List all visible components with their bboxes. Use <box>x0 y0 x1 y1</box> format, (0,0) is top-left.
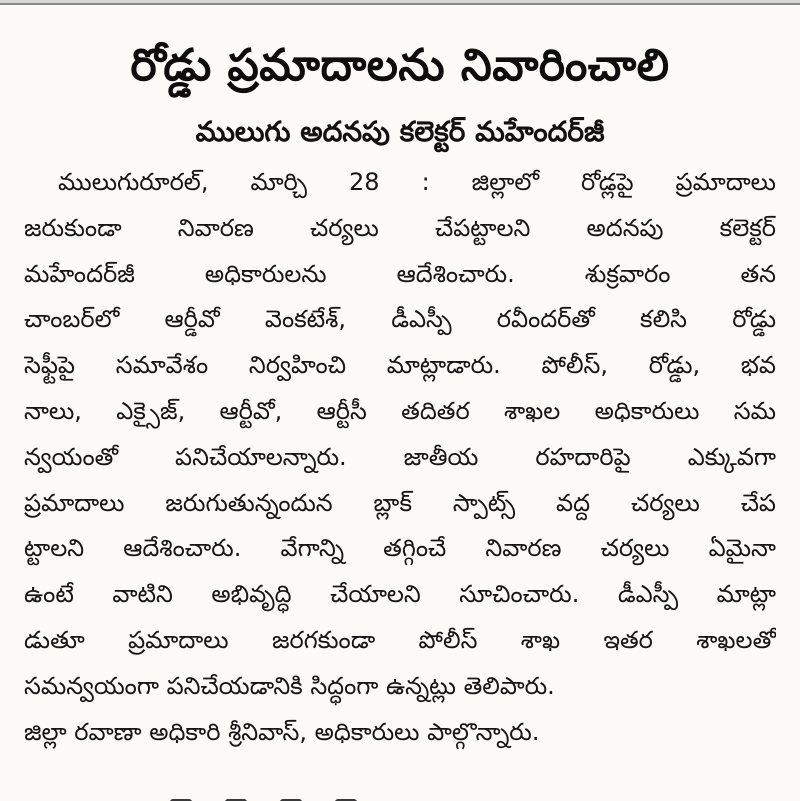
headline: రోడ్డు ప్రమాదాలను నివారించాలి <box>130 40 670 91</box>
article-body <box>24 160 776 755</box>
body-line: నాలు, ఎక్సైజ్, ఆర్టీవో, ఆర్టీసీ తదితర శాఖల అధికారులు సమ <box>24 396 776 425</box>
body-line: సమన్వయంగా పనిచేయడానికి సిద్ధంగా ఉన్నట్లు తెలిపారు. <box>24 671 555 700</box>
body-line: న్వయంతో పనిచేయాలన్నారు. జాతీయ రహదారిపై ఎక్కువగా <box>24 442 776 471</box>
next-article-fragment <box>170 790 470 801</box>
body-line: ట్టాలని ఆదేశించారు. వేగాన్ని తగ్గించే నివారణ చర్యలు ఏమైనా <box>24 534 776 563</box>
body-line: ఉంటే వాటిని అభివృద్ధి చేయాలని సూచించారు. డీఎస్పీ మాట్లా <box>24 580 776 609</box>
body-line: ప్రమాదాలు జరుగుతున్నందున బ్లాక్ స్పాట్స్ వద్ద చర్యలు చేప <box>24 488 776 517</box>
body-line: సెఫ్టీపై సమావేశం నిర్వహించి మాట్లాడారు. పోలీస్, రోడ్డు, భవ <box>24 351 776 380</box>
body-line: ములుగురూరల్, మార్చి 28 : జిల్లాలో రోడ్లపై ప్రమాదాలు <box>58 168 776 196</box>
body-line: మహేందర్‌జీ అధికారులను ఆదేశించారు. శుక్రవారం తన <box>24 259 776 288</box>
subheadline: ములుగు అదనపు కలెక్టర్ మహేందర్‌జీ <box>195 115 605 148</box>
body-line: డుతూ ప్రమాదాలు జరగకుండా పోలీస్ శాఖ ఇతర శాఖలతో <box>24 625 776 654</box>
body-line: జిల్లా రవాణా అధికారి శ్రీనివాస్, అధికారులు పాల్గొన్నారు. <box>24 717 540 746</box>
body-line: జరుకుండా నివారణ చర్యలు చేపట్టాలని అదనపు కలెక్టర్ <box>24 213 776 242</box>
top-rule-line <box>0 3 800 5</box>
body-line: చాంబర్‌లో ఆర్డీవో వెంకటేశ్, డీఎస్పీ రవీందర్‌తో కలిసి రోడ్డు <box>24 305 776 334</box>
